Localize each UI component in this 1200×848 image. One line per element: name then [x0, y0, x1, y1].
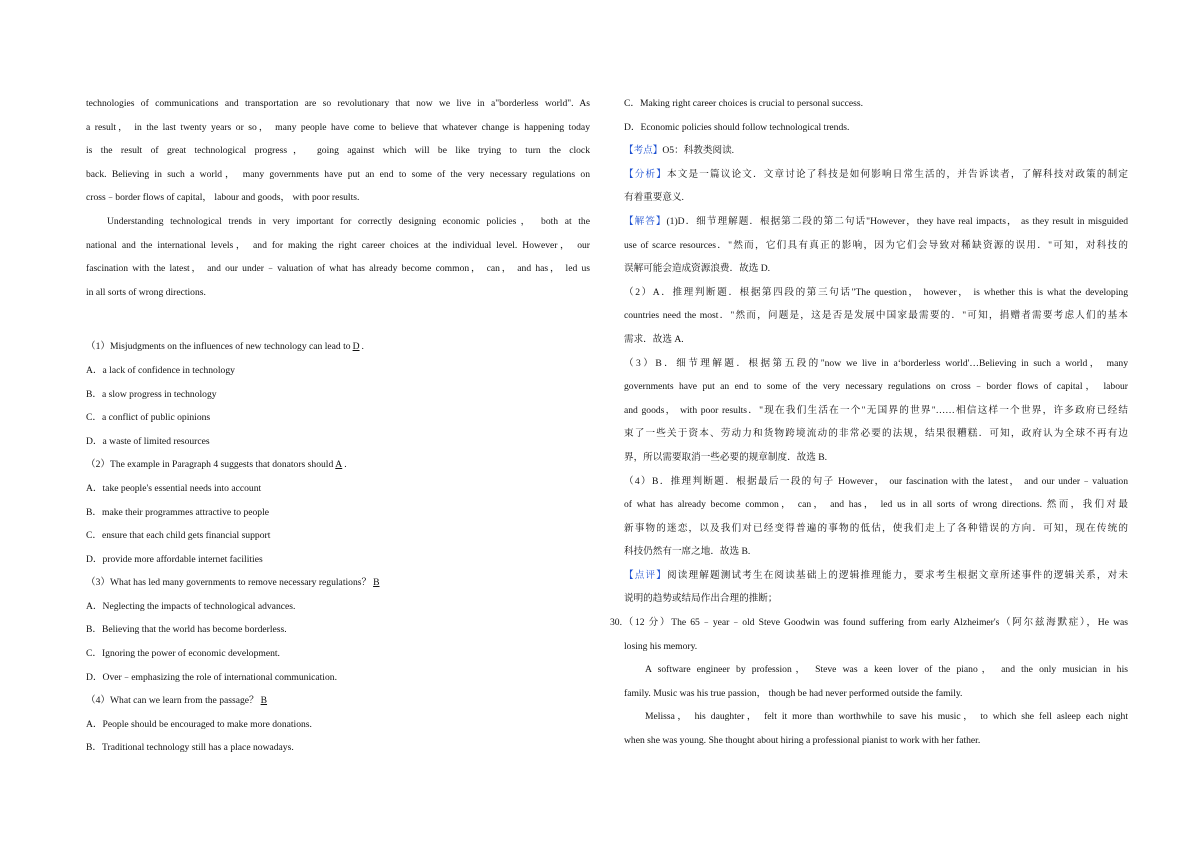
- passage-line: in all sorts of wrong directions.: [86, 286, 206, 298]
- dianping-tag: 【点评】: [624, 569, 667, 581]
- option: A．People should be encouraged to make more donations.: [86, 718, 312, 730]
- jieda-line: governments have put an end to some of the very necessary regulations on cross﹣border flows of capital， labour: [624, 381, 1128, 393]
- passage-line: technologies of communications and transportation are so revolutionary that now we live in a"borderless world". As: [86, 98, 590, 109]
- question-2-stem: （2）The example in Paragraph 4 suggests that donators should A .: [86, 459, 347, 471]
- option: C．Making right career choices is crucial to personal success.: [624, 98, 863, 109]
- passage-line: is the result of great technological progress， going against which will be like trying to turn the clock: [86, 145, 590, 157]
- option: A．take people's essential needs into account: [86, 482, 262, 494]
- passage-line: back. Believing in such a world， many governments have put an end to some of the very necessary regulations on: [86, 168, 590, 180]
- answer-blank: D: [352, 341, 360, 353]
- dianping-line: 说明的趋势或结局作出合理的推断；: [624, 593, 778, 605]
- jieda-line: countries need the most．"然而，问题是，这是否是发展中国家最需要的．"可知，捐赠者需要考虑人们的基本: [624, 310, 1128, 322]
- question-1-stem: （1）Misjudgments on the influences of new technology can lead to D .: [86, 341, 364, 353]
- option: C．Ignoring the power of economic development.: [86, 648, 280, 660]
- spacer: [86, 304, 590, 335]
- question-4-stem: （4）What can we learn from the passage？ B: [86, 695, 268, 707]
- jieda-line: 新事物的迷恋，以及我们对已经变得普遍的事物的低估，使我们走上了各种错误的方向．可知，现在传统的: [624, 522, 1128, 534]
- passage-line: national and the international levels， and for making the right career choices at the individual level. However， our: [86, 239, 590, 251]
- option: D．Over﹣emphasizing the role of international communication.: [86, 671, 337, 683]
- option: B．Believing that the world has become borderless.: [86, 624, 287, 636]
- passage-line: Understanding technological trends in very important for correctly designing economic policies， both at the: [107, 215, 590, 227]
- option: A．Neglecting the impacts of technological advances.: [86, 600, 296, 612]
- passage-line: a result， in the last twenty years or so， many people have come to believe that whatever change is happening today: [86, 121, 590, 133]
- kaodian-line: 【考点】O5：科教类阅读.: [624, 145, 735, 157]
- option: B．a slow progress in technology: [86, 388, 217, 400]
- option: C．ensure that each child gets financial support: [86, 530, 271, 542]
- passage-line: Melissa， his daughter， felt it more than worthwhile to save his music， to which she fell asleep each night: [645, 711, 1128, 723]
- option: C．a conflict of public opinions: [86, 412, 211, 424]
- dianping-line: 【点评】阅读理解题测试考生在阅读基础上的逻辑推理能力，要求考生根据文章所述事件的逻辑关系，对未: [624, 569, 1128, 581]
- left-column: [86, 92, 590, 760]
- jieda-line: 需求．故选 A.: [624, 333, 684, 345]
- answer-blank: B: [260, 695, 268, 707]
- jieda-line: （3）B．细节理解题．根据第五段的"now we live in a‘borderless world'…Believing in such a world， many: [624, 357, 1128, 369]
- fenxi-tag: 【分析】: [624, 168, 667, 180]
- jieda-line: use of scarce resources．"然而，它们具有真正的影响，因为它们会导致对稀缺资源的误用．"可知，对科技的: [624, 239, 1128, 251]
- fenxi-line: 有着重要意义.: [624, 192, 684, 204]
- jieda-line: 界，所以需要取消一些必要的规章制度．故选 B.: [624, 451, 828, 463]
- jieda-line: （2）A．推理判断题．根据第四段的第三句话"The question， however， is whether this is what the developing: [624, 286, 1128, 298]
- answer-blank: A: [335, 459, 343, 471]
- option: B．make their programmes attractive to people: [86, 506, 270, 518]
- jieda-line: （4）B．推理判断题．根据最后一段的句子 However， our fascination with the latest， and our under﹣valuation: [624, 475, 1128, 487]
- right-column: [610, 92, 1128, 753]
- passage-line: fascination with the latest， and our under﹣valuation of what has already become common， can， and has， led us: [86, 263, 590, 275]
- jieda-line: 科技仍然有一席之地．故选 B.: [624, 546, 751, 558]
- jieda-line: 【解答】(1)D．细节理解题．根据第二段的第二句话"However，they have real impacts， as they result in misguided: [624, 215, 1128, 227]
- jieda-line: 束了一些关于资本、劳动力和货物跨境流动的非常必要的法规，结果很糟糕．可知，政府认为全球不再有边: [624, 428, 1128, 440]
- passage-line: family. Music was his true passion， though be had never performed outside the family.: [624, 687, 963, 699]
- option: D．Economic policies should follow technological trends.: [624, 121, 850, 133]
- kaodian-tag: 【考点】: [624, 145, 663, 157]
- passage-line: cross﹣border flows of capital， labour and goods， with poor results.: [86, 192, 360, 204]
- answer-blank: B: [373, 577, 380, 589]
- question-30-line: 30.（12 分）The 65﹣year﹣old Steve Goodwin was found suffering from early Alzheimer's（阿尔兹海默症），He was: [610, 617, 1128, 629]
- option: D．a waste of limited resources: [86, 435, 210, 447]
- passage-line: A software engineer by profession， Steve was a keen lover of the piano， and the only musician in his: [645, 664, 1128, 676]
- jieda-line: 误解可能会造成资源浪费．故选 D.: [624, 263, 771, 275]
- jieda-line: of what has already become common， can， and has， led us in all sorts of wrong directions. 然而，我们对最: [624, 499, 1128, 511]
- option: B．Traditional technology still has a place nowadays.: [86, 742, 294, 754]
- option: D．provide more affordable internet facilities: [86, 553, 263, 565]
- jieda-line: and goods， with poor results．"现在我们生活在一个"无国界的世界"……相信这样一个世界，许多政府已经结: [624, 404, 1128, 416]
- passage-line: when she was young. She thought about hiring a professional pianist to work with her father.: [624, 735, 981, 747]
- jieda-tag: 【解答】: [624, 215, 667, 227]
- question-3-stem: （3）What has led many governments to remove necessary regulations？ B: [86, 577, 380, 589]
- question-30-line: losing his memory.: [624, 640, 698, 652]
- fenxi-line: 【分析】本文是一篇议论文．文章讨论了科技是如何影响日常生活的，并告诉读者，了解科技对政策的制定: [624, 168, 1128, 180]
- option: A．a lack of confidence in technology: [86, 364, 235, 376]
